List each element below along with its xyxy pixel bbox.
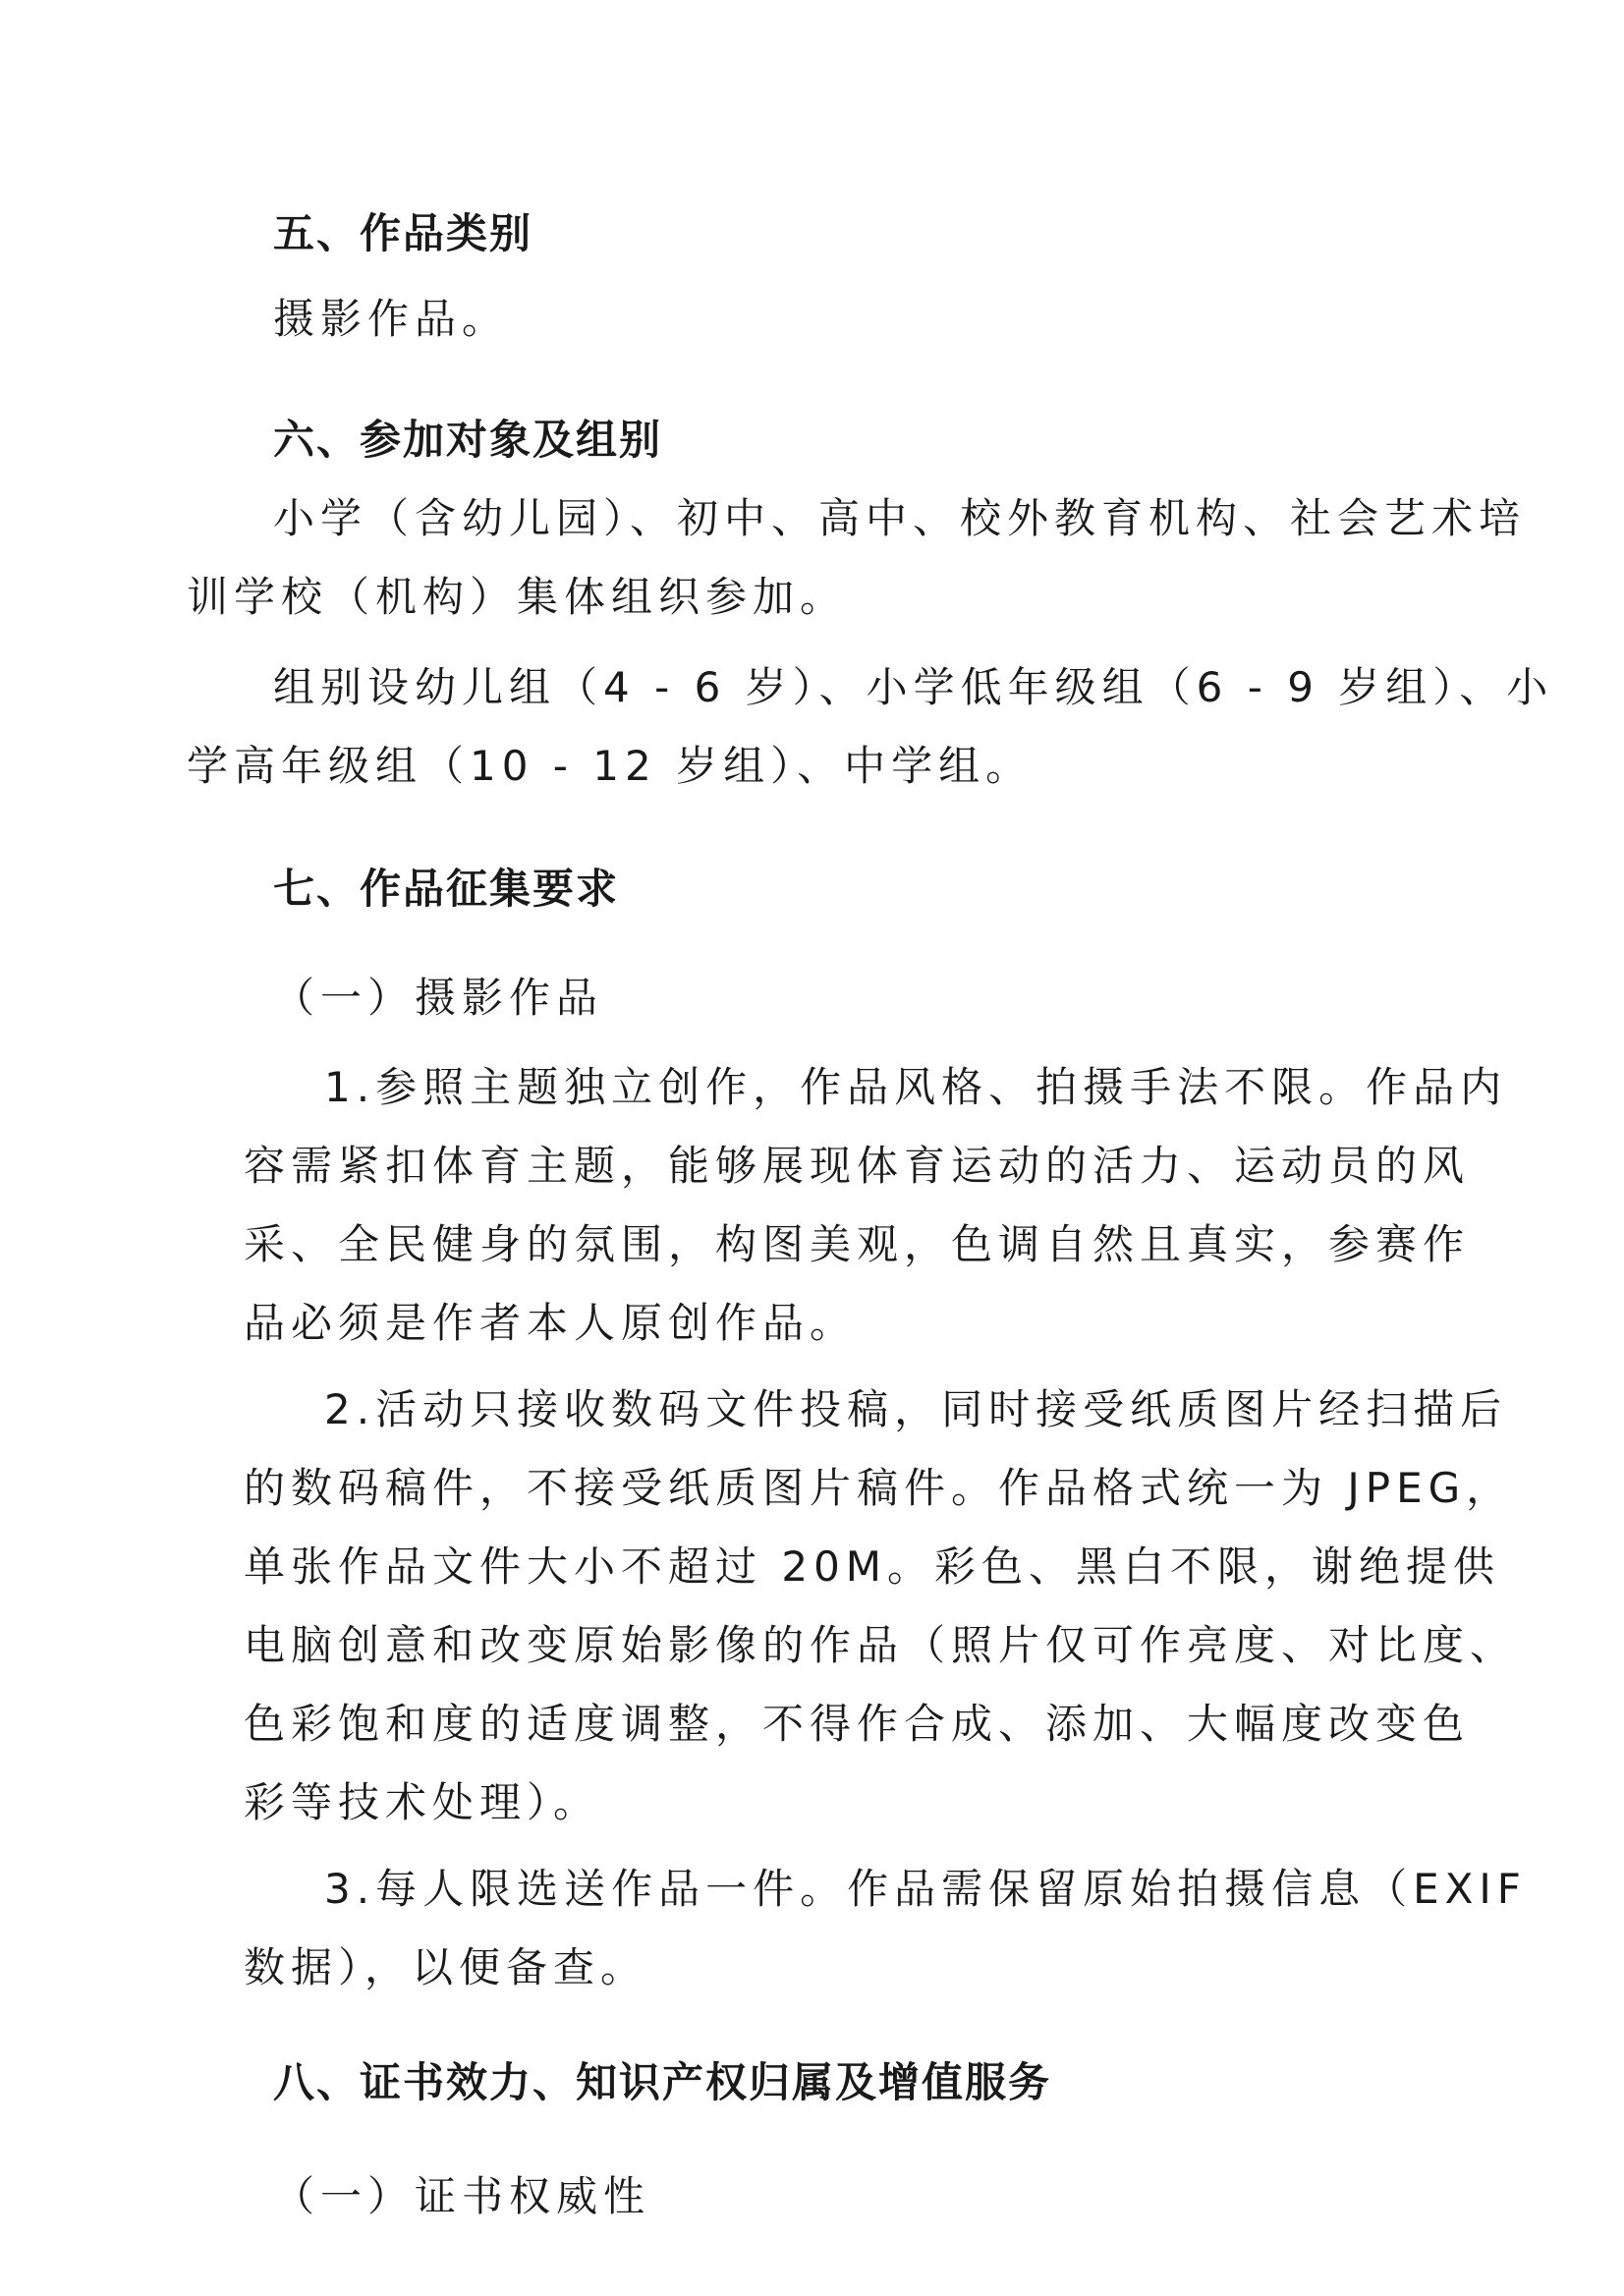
section-6-paragraph-2 — [187, 648, 1553, 806]
text-line: 彩等技术处理）。 — [244, 1778, 601, 1826]
section-5-body: 摄影作品。 — [273, 295, 510, 343]
text-line: 单张作品文件大小不超过 20M。彩色、黑白不限，谢绝提供 — [244, 1542, 1501, 1591]
text-line: 采、全民健身的氛围，构图美观，色调自然且真实，参赛作 — [244, 1220, 1471, 1268]
text-line: 2.活动只接收数码文件投稿，同时接受纸质图片经扫描后 — [324, 1385, 1508, 1433]
section-6-heading: 六、参加对象及组别 — [273, 416, 663, 464]
text-line: 1.参照主题独立创作，作品风格、拍摄手法不限。作品内 — [324, 1063, 1508, 1111]
section-6-paragraph-1 — [187, 479, 1526, 637]
section-5-heading: 五、作品类别 — [273, 209, 533, 257]
section-7-item-3 — [244, 1850, 1527, 2007]
text-line: 容需紧扣体育主题，能够展现体育运动的活力、运动员的风 — [244, 1142, 1471, 1190]
section-8-subheading-1: （一）证书权威性 — [273, 2172, 651, 2220]
text-line: 电脑创意和改变原始影像的作品（照片仅可作亮度、对比度、 — [244, 1621, 1518, 1669]
section-7-heading: 七、作品征集要求 — [273, 865, 620, 913]
text-line: 训学校（机构）集体组织参加。 — [187, 573, 848, 621]
text-line: 组别设幼儿组（4 - 6 岁）、小学低年级组（6 - 9 岁组）、小 — [273, 663, 1554, 711]
text-line: 色彩饱和度的适度调整，不得作合成、添加、大幅度改变色 — [244, 1700, 1471, 1748]
section-7-subheading-1: （一）摄影作品 — [273, 974, 604, 1022]
text-line: 小学（含幼儿园）、初中、高中、校外教育机构、社会艺术培 — [273, 494, 1527, 542]
text-line: 的数码稿件，不接受纸质图片稿件。作品格式统一为 JPEG， — [244, 1464, 1514, 1512]
text-line: 数据），以便备查。 — [244, 1943, 648, 1991]
section-8-heading: 八、证书效力、知识产权归属及增值服务 — [273, 2058, 1052, 2106]
text-line: 品必须是作者本人原创作品。 — [244, 1299, 858, 1347]
section-7-item-2 — [244, 1371, 1517, 1842]
text-line: 学高年级组（10 - 12 岁组）、中学组。 — [187, 742, 1034, 790]
section-7-item-1 — [244, 1048, 1507, 1363]
text-line: 3.每人限选送作品一件。作品需保留原始拍摄信息（EXIF — [324, 1865, 1527, 1913]
